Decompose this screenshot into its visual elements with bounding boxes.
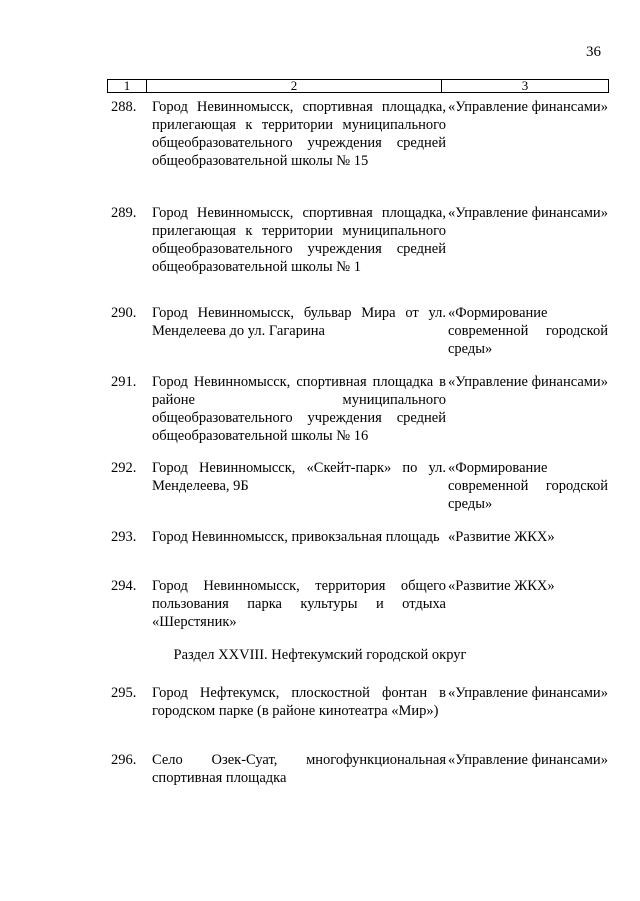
row-number: 292. xyxy=(111,460,137,476)
row-number: 294. xyxy=(111,578,137,594)
column-header-1: 1 xyxy=(123,78,131,93)
row-number: 289. xyxy=(111,205,137,221)
row-location: Село Озек-Суат, многофункциональная спортивная площадка xyxy=(152,752,446,786)
row-program: «Развитие ЖКХ» xyxy=(448,578,555,594)
row-program: «Формирование современной городской среды» xyxy=(448,305,608,357)
row-location: Город Невинномысск, территория общего пользования парка культуры и отдыха «Шерстяник» xyxy=(152,578,446,630)
row-program: «Управление финансами» xyxy=(448,205,608,221)
row-number: 293. xyxy=(111,529,137,545)
row-program: «Управление финансами» xyxy=(448,374,608,390)
row-number: 291. xyxy=(111,374,137,390)
section-heading: Раздел XXVIII. Нефтекумский городской округ xyxy=(173,647,467,663)
row-location: Город Невинномысск, привокзальная площадь xyxy=(152,529,440,545)
column-header-2: 2 xyxy=(290,78,298,93)
row-location: Город Невинномысск, спортивная площадка в районе муниципального общеобразовательного учреждения средней общеобразовательной школы № 16 xyxy=(152,374,446,444)
row-location: Город Невинномысск, «Скейт-парк» по ул. Менделеева, 9Б xyxy=(152,460,446,494)
row-program: «Развитие ЖКХ» xyxy=(448,529,555,545)
row-program: «Управление финансами» xyxy=(448,685,608,701)
page-number: 36 xyxy=(586,44,601,60)
row-program: «Управление финансами» xyxy=(448,99,608,115)
row-number: 288. xyxy=(111,99,137,115)
row-number: 295. xyxy=(111,685,137,701)
column-header-3: 3 xyxy=(521,78,529,93)
row-location: Город Невинномысск, спортивная площадка, прилегающая к территории муниципального общеобразовательного учреждения средней общеобразовательной школы № 15 xyxy=(152,99,446,169)
row-number: 290. xyxy=(111,305,137,321)
row-number: 296. xyxy=(111,752,137,768)
row-program: «Формирование современной городской среды» xyxy=(448,460,608,512)
row-location: Город Невинномысск, спортивная площадка, прилегающая к территории муниципального общеобразовательного учреждения средней общеобразовательной школы № 1 xyxy=(152,205,446,275)
row-program: «Управление финансами» xyxy=(448,752,608,768)
table-header xyxy=(107,79,609,93)
row-location: Город Нефтекумск, плоскостной фонтан в городском парке (в районе кинотеатра «Мир») xyxy=(152,685,446,719)
row-location: Город Невинномысск, бульвар Мира от ул. Менделеева до ул. Гагарина xyxy=(152,305,446,339)
